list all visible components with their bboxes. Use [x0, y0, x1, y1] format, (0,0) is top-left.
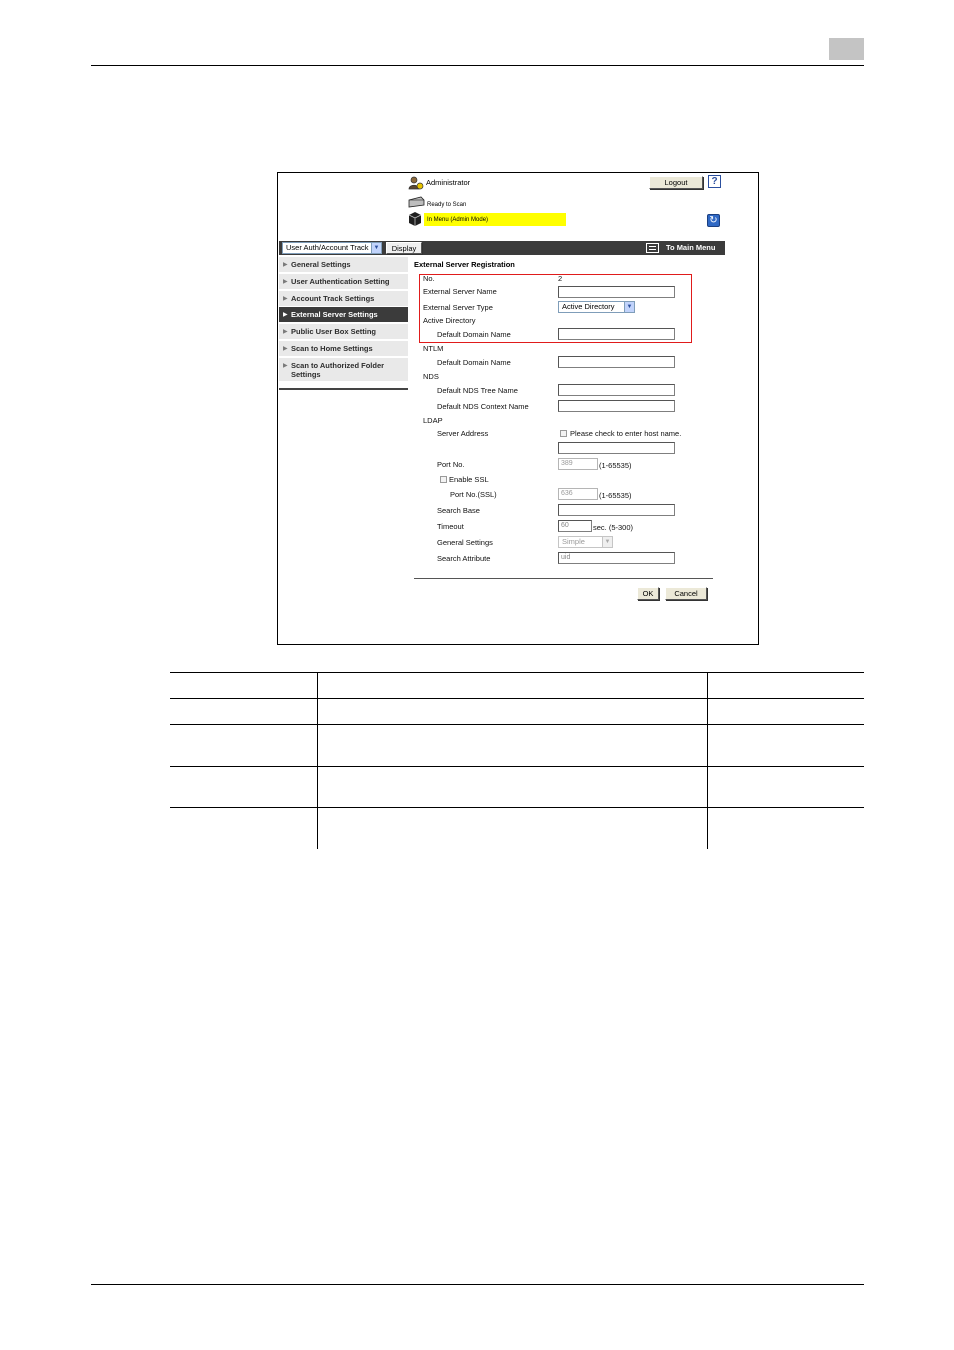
page-number-tab: [829, 38, 864, 60]
menu-user-authentication-setting[interactable]: [279, 274, 408, 290]
menu-item-label: External Server Settings: [291, 310, 378, 319]
menu-item-label: Scan to Home Settings: [291, 344, 373, 353]
refresh-icon[interactable]: ↻: [707, 214, 720, 227]
chevron-down-icon: ▼: [371, 243, 381, 253]
box-icon: [407, 211, 423, 227]
menu-item-label: Public User Box Setting: [291, 327, 377, 336]
nds-header: NDS: [423, 372, 439, 381]
form-bottom-rule: [414, 578, 713, 579]
server-address-input[interactable]: [558, 442, 675, 454]
timeout-label: Timeout: [437, 522, 464, 531]
ad-domain-input[interactable]: [558, 328, 675, 340]
triangle-right-icon: ▶: [283, 279, 288, 285]
menu-account-track-settings[interactable]: [279, 291, 408, 307]
search-base-input[interactable]: [558, 504, 675, 516]
nds-context-label: Default NDS Context Name: [437, 402, 529, 411]
search-base-label: Search Base: [437, 506, 480, 515]
menu-scan-to-home-settings[interactable]: [279, 341, 408, 357]
server-address-label: Server Address: [437, 429, 489, 438]
menu-bottom-rule: [279, 388, 408, 390]
menu-external-server-settings[interactable]: [279, 307, 408, 323]
ssl-port-range: (1-65535): [599, 491, 632, 500]
scanner-icon: [407, 196, 425, 208]
search-attr-label: Search Attribute: [437, 554, 491, 563]
search-attr-input[interactable]: uid: [558, 552, 675, 564]
port-input[interactable]: 389: [558, 458, 598, 470]
general-settings-select[interactable]: [558, 536, 613, 548]
no-label: No.: [423, 274, 435, 283]
ad-header: Active Directory: [423, 316, 476, 325]
cancel-button[interactable]: Cancel: [665, 587, 707, 600]
table-column-rule: [317, 672, 318, 849]
menu-item-label: Scan to Authorized Folder Settings: [291, 361, 385, 379]
screenshot-frame: [277, 172, 759, 645]
menu-scan-to-authorized-folder-settings[interactable]: [279, 358, 408, 382]
table-row-rule: [170, 698, 864, 699]
ntlm-header: NTLM: [423, 344, 444, 353]
enable-ssl-checkbox[interactable]: [440, 476, 447, 483]
timeout-range: sec. (5-300): [593, 523, 634, 532]
main-menu-icon: [646, 243, 659, 253]
user-label: Administrator: [426, 178, 471, 187]
category-select[interactable]: [282, 242, 382, 254]
table-row-rule: [170, 807, 864, 808]
triangle-right-icon: ▶: [283, 363, 288, 369]
table-row-rule: [170, 724, 864, 725]
chevron-down-icon: ▼: [602, 537, 612, 547]
menu-item-label: General Settings: [291, 260, 351, 269]
status-ready: Ready to Scan: [427, 202, 467, 208]
to-main-menu-link[interactable]: To Main Menu: [666, 243, 716, 252]
server-name-label: External Server Name: [423, 287, 497, 296]
ad-domain-label: Default Domain Name: [437, 330, 511, 339]
server-type-select-value: Active Directory: [562, 302, 615, 311]
nds-context-input[interactable]: [558, 400, 675, 412]
host-check-label: Please check to enter host name.: [570, 429, 682, 438]
server-name-input[interactable]: [558, 286, 675, 298]
triangle-right-icon: ▶: [283, 329, 288, 335]
menu-general-settings[interactable]: [279, 257, 408, 273]
ok-button[interactable]: OK: [637, 587, 659, 600]
help-icon[interactable]: ?: [708, 175, 721, 188]
ssl-label: Enable SSL: [449, 475, 489, 484]
nds-tree-input[interactable]: [558, 384, 675, 396]
general-settings-select-value: Simple: [562, 537, 585, 546]
triangle-right-icon: ▶: [283, 262, 288, 268]
form-title: External Server Registration: [414, 260, 515, 269]
ssl-port-input[interactable]: 636: [558, 488, 598, 500]
table-column-rule: [707, 672, 708, 849]
ldap-header: LDAP: [423, 416, 443, 425]
timeout-input[interactable]: 60: [558, 520, 592, 532]
page-top-rule: [91, 65, 864, 66]
menu-public-user-box-setting[interactable]: [279, 324, 408, 340]
table-row-rule: [170, 766, 864, 767]
chevron-down-icon: ▼: [624, 302, 634, 312]
page-bottom-rule: [91, 1284, 864, 1285]
triangle-right-icon: ▶: [283, 346, 288, 352]
ssl-port-label: Port No.(SSL): [450, 490, 497, 499]
general-settings-label: General Settings: [437, 538, 493, 547]
port-label: Port No.: [437, 460, 465, 469]
category-select-value: User Auth/Account Track: [286, 243, 369, 252]
display-button[interactable]: Display: [386, 242, 422, 254]
logout-button[interactable]: Logout: [649, 176, 703, 189]
triangle-right-icon: ▶: [283, 312, 288, 318]
host-name-checkbox[interactable]: [560, 430, 567, 437]
server-type-select[interactable]: [558, 301, 635, 313]
port-range: (1-65535): [599, 461, 632, 470]
server-type-label: External Server Type: [423, 303, 493, 312]
menu-item-label: Account Track Settings: [291, 294, 375, 303]
ntlm-domain-label: Default Domain Name: [437, 358, 511, 367]
menu-item-label: User Authentication Setting: [291, 277, 390, 286]
triangle-right-icon: ▶: [283, 296, 288, 302]
status-mode: In Menu (Admin Mode): [427, 217, 489, 223]
no-value: 2: [558, 274, 563, 283]
table-top-rule: [170, 672, 864, 673]
ntlm-domain-input[interactable]: [558, 356, 675, 368]
administrator-icon: [408, 176, 424, 190]
nds-tree-label: Default NDS Tree Name: [437, 386, 518, 395]
